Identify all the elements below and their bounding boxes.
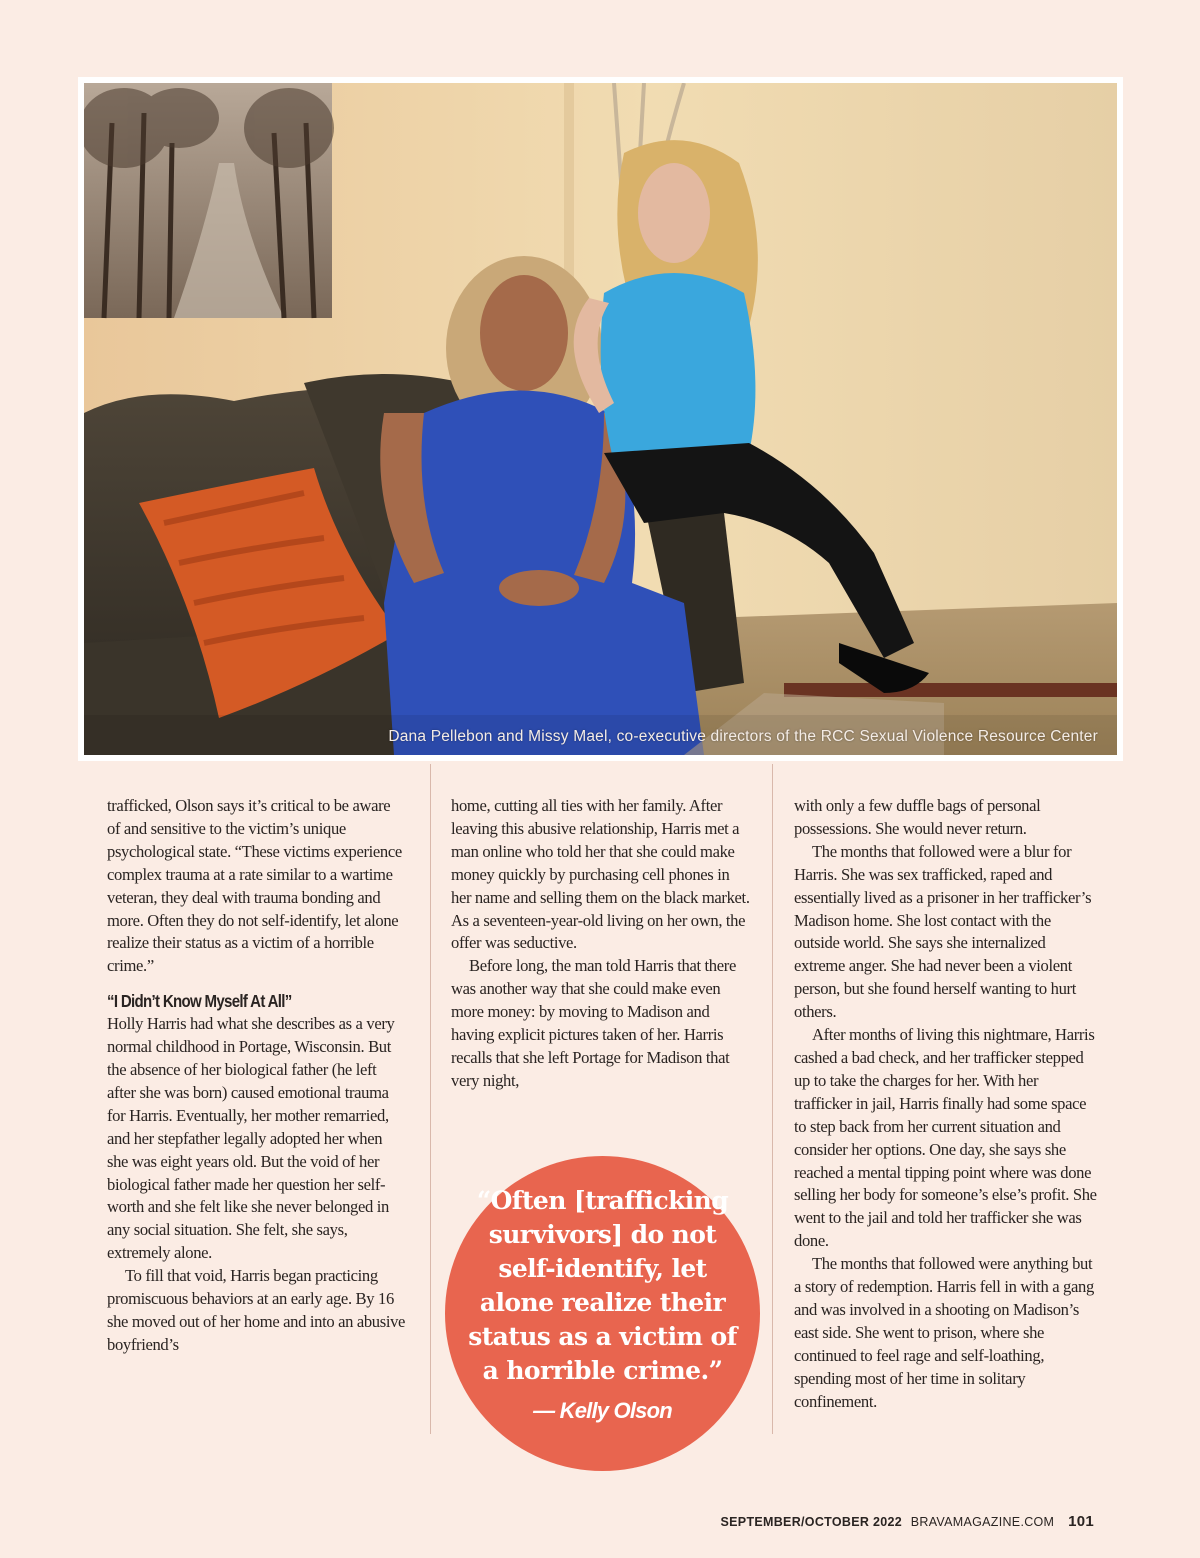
body-paragraph: The months that followed were a blur for Harris. She was sex trafficked, raped and essentially lived as a prisoner in her trafficker’s Madison home. She lost contact with the outside world. She says she internalized extreme anger. She had never been a violent person, but she found herself wanting to hurt others. [794,841,1092,1022]
article-column-2 [451,795,751,1093]
pull-quote-attribution: — Kelly Olson [533,1398,672,1423]
body-paragraph: with only a few duffle bags of personal possessions. She would never return. [794,796,1041,838]
article-photo [84,83,1117,755]
body-paragraph: To fill that void, Harris began practicing promiscuous behaviors at an early age. By 16 she moved out of her home and into an abusive boyfriend’s [107,1266,406,1354]
pull-quote-circle [445,1156,760,1471]
body-paragraph: trafficked, Olson says it’s critical to be aware of and sensitive to the victim’s unique psychological state. “These victims experience complex trauma at a rate similar to a wartime veteran, they deal with trauma bonding and more. Often they do not self-identify, let alone realize their status as a victim of a horrible crime.” [107,796,402,976]
body-paragraph: After months of living this nightmare, Harris cashed a bad check, and her trafficker stepped up to take the charges for her. With her trafficker in jail, Harris finally had some space to step back from her current situation and consider her options. One day, she says she reached a mental tipping point where was done selling her body for someone’s else’s profit. She went to the jail and told her trafficker she was done. [794,1025,1097,1251]
section-subhead: “I Didn’t Know Myself At All” [107,991,292,1012]
wall-art [84,83,334,318]
body-paragraph: Before long, the man told Harris that there was another way that she could make even more money: by moving to Madison and having explicit pictures taken of her. Harris recalls that she left Portage for Madison that very night, [451,956,736,1090]
column-rule [772,764,773,1434]
article-column-3 [794,795,1099,1413]
photo-caption: Dana Pellebon and Missy Mael, co-executive directors of the RCC Sexual Violence Resource Center [388,728,1098,745]
article-column-1 [107,795,407,1357]
page-number: 101 [1068,1513,1094,1530]
website-url: BRAVAMAGAZINE.COM [910,1515,1055,1529]
body-paragraph: The months that followed were anything but a story of redemption. Harris fell in with a gang and was involved in a shooting on Madison’s east side. She went to prison, where she continued to feel rage and self-loathing, spending most of her time in solitary confinement. [794,1254,1094,1411]
body-paragraph: Holly Harris had what she describes as a very normal childhood in Portage, Wisconsin. But the absence of her biological father (he left after she was born) caused emotional trauma for Harris. Eventually, her mother remarried, and her stepfather legally adopted her when she was eight years old. But the void of her biological father made her question her self-worth and she felt like she never belonged in any social situation. She felt, she says, extremely alone. [107,1014,395,1263]
issue-date: SEPTEMBER/OCTOBER 2022 [720,1515,902,1529]
pull-quote-text: “Often [trafficking survivors] do not self-identify, let alone realize their status as a victim of a horrible crime.” [468,1186,737,1385]
body-paragraph: home, cutting all ties with her family. After leaving this abusive relationship, Harris met a man online who told her that she could make money quickly by purchasing cell phones in her name and selling them on the black market. As a seventeen-year-old living on her own, the offer was seductive. [451,796,750,953]
column-rule [430,764,431,1434]
page-footer [721,1513,1094,1530]
